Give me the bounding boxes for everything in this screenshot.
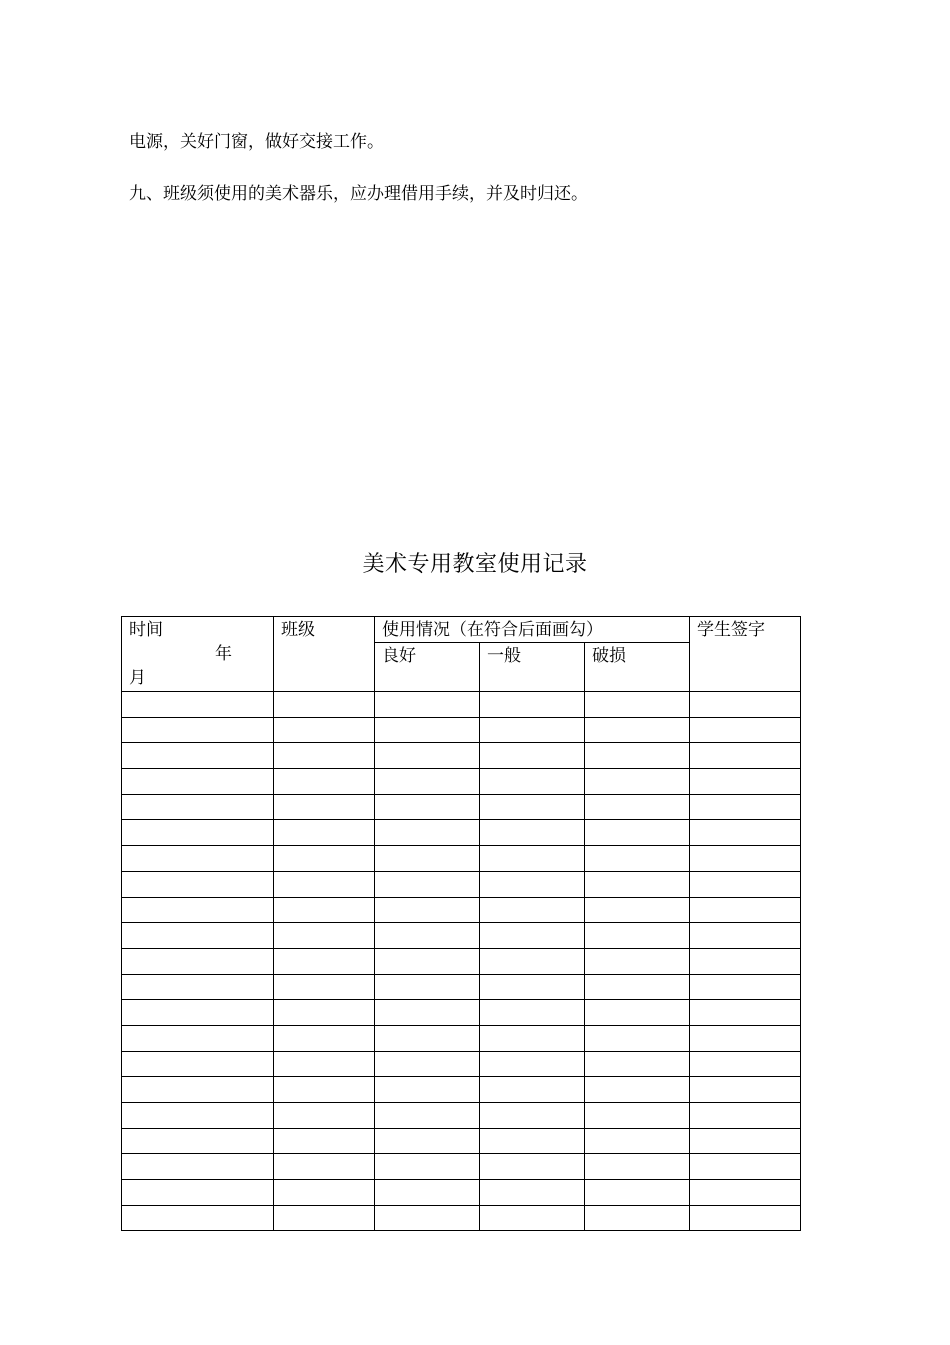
header-class-label: 班级	[281, 620, 315, 640]
table-row	[122, 948, 801, 974]
cell-signature[interactable]	[690, 897, 801, 923]
header-signature	[690, 617, 801, 692]
cell-normal[interactable]	[480, 1103, 585, 1129]
table-row	[122, 1051, 801, 1077]
cell-normal[interactable]	[480, 1180, 585, 1206]
cell-time[interactable]	[122, 1103, 274, 1129]
cell-normal[interactable]	[480, 1077, 585, 1103]
cell-damaged[interactable]	[585, 1154, 690, 1180]
table-row	[122, 871, 801, 897]
paragraph-2: 九、班级须使用的美术器乐，应办理借用手续，并及时归还。	[129, 184, 588, 204]
cell-damaged[interactable]	[585, 820, 690, 846]
header-row-1	[122, 617, 801, 643]
cell-good[interactable]	[375, 948, 480, 974]
header-time-year: 年	[215, 644, 232, 664]
cell-signature[interactable]	[690, 1128, 801, 1154]
table-row	[122, 743, 801, 769]
cell-class[interactable]	[274, 1051, 375, 1077]
cell-class[interactable]	[274, 794, 375, 820]
cell-time[interactable]	[122, 1051, 274, 1077]
header-good-label: 良好	[382, 646, 416, 666]
cell-signature[interactable]	[690, 820, 801, 846]
cell-class[interactable]	[274, 923, 375, 949]
cell-good[interactable]	[375, 923, 480, 949]
table-row	[122, 1077, 801, 1103]
cell-time[interactable]	[122, 846, 274, 872]
cell-class[interactable]	[274, 692, 375, 718]
cell-class[interactable]	[274, 1025, 375, 1051]
cell-time[interactable]	[122, 1180, 274, 1206]
cell-normal[interactable]	[480, 923, 585, 949]
cell-damaged[interactable]	[585, 923, 690, 949]
cell-class[interactable]	[274, 1103, 375, 1129]
cell-normal[interactable]	[480, 1000, 585, 1026]
cell-normal[interactable]	[480, 717, 585, 743]
cell-normal[interactable]	[480, 1205, 585, 1231]
table-row	[122, 717, 801, 743]
cell-class[interactable]	[274, 871, 375, 897]
table-row	[122, 1128, 801, 1154]
cell-good[interactable]	[375, 871, 480, 897]
cell-time[interactable]	[122, 974, 274, 1000]
cell-good[interactable]	[375, 692, 480, 718]
header-signature-label: 学生签字	[697, 620, 766, 640]
cell-time[interactable]	[122, 897, 274, 923]
cell-normal[interactable]	[480, 794, 585, 820]
cell-signature[interactable]	[690, 794, 801, 820]
cell-time[interactable]	[122, 1025, 274, 1051]
cell-good[interactable]	[375, 1103, 480, 1129]
cell-signature[interactable]	[690, 717, 801, 743]
cell-time[interactable]	[122, 794, 274, 820]
cell-good[interactable]	[375, 1000, 480, 1026]
cell-time[interactable]	[122, 1077, 274, 1103]
cell-damaged[interactable]	[585, 1025, 690, 1051]
cell-signature[interactable]	[690, 923, 801, 949]
cell-time[interactable]	[122, 1128, 274, 1154]
cell-good[interactable]	[375, 1051, 480, 1077]
cell-class[interactable]	[274, 948, 375, 974]
header-normal-label: 一般	[487, 646, 521, 666]
cell-good[interactable]	[375, 717, 480, 743]
cell-damaged[interactable]	[585, 1077, 690, 1103]
cell-time[interactable]	[122, 743, 274, 769]
cell-damaged[interactable]	[585, 769, 690, 795]
cell-time[interactable]	[122, 948, 274, 974]
cell-good[interactable]	[375, 1128, 480, 1154]
table-row	[122, 923, 801, 949]
cell-normal[interactable]	[480, 1025, 585, 1051]
cell-normal[interactable]	[480, 897, 585, 923]
cell-damaged[interactable]	[585, 1103, 690, 1129]
cell-normal[interactable]	[480, 948, 585, 974]
cell-time[interactable]	[122, 1000, 274, 1026]
table-row	[122, 1154, 801, 1180]
record-title: 美术专用教室使用记录	[362, 552, 588, 577]
cell-good[interactable]	[375, 1154, 480, 1180]
cell-signature[interactable]	[690, 1180, 801, 1206]
cell-class[interactable]	[274, 769, 375, 795]
cell-normal[interactable]	[480, 974, 585, 1000]
table-row	[122, 1103, 801, 1129]
cell-signature[interactable]	[690, 1000, 801, 1026]
cell-class[interactable]	[274, 1000, 375, 1026]
paragraph-1: 电源，关好门窗，做好交接工作。	[129, 132, 384, 152]
header-time	[122, 617, 274, 692]
cell-damaged[interactable]	[585, 1128, 690, 1154]
cell-damaged[interactable]	[585, 692, 690, 718]
cell-signature[interactable]	[690, 769, 801, 795]
cell-normal[interactable]	[480, 820, 585, 846]
table-row	[122, 794, 801, 820]
cell-good[interactable]	[375, 769, 480, 795]
table-row	[122, 769, 801, 795]
header-usage	[375, 617, 690, 643]
cell-normal[interactable]	[480, 692, 585, 718]
cell-signature[interactable]	[690, 692, 801, 718]
cell-signature[interactable]	[690, 1103, 801, 1129]
cell-time[interactable]	[122, 1154, 274, 1180]
cell-class[interactable]	[274, 1180, 375, 1206]
cell-class[interactable]	[274, 974, 375, 1000]
cell-damaged[interactable]	[585, 846, 690, 872]
cell-signature[interactable]	[690, 871, 801, 897]
cell-normal[interactable]	[480, 1154, 585, 1180]
header-time-month: 月	[129, 668, 146, 688]
cell-damaged[interactable]	[585, 1051, 690, 1077]
cell-class[interactable]	[274, 717, 375, 743]
cell-time[interactable]	[122, 871, 274, 897]
cell-normal[interactable]	[480, 1128, 585, 1154]
cell-normal[interactable]	[480, 846, 585, 872]
table-row	[122, 846, 801, 872]
cell-normal[interactable]	[480, 871, 585, 897]
cell-damaged[interactable]	[585, 948, 690, 974]
cell-signature[interactable]	[690, 1205, 801, 1231]
cell-class[interactable]	[274, 897, 375, 923]
cell-damaged[interactable]	[585, 1205, 690, 1231]
cell-class[interactable]	[274, 820, 375, 846]
cell-damaged[interactable]	[585, 717, 690, 743]
cell-good[interactable]	[375, 1025, 480, 1051]
cell-signature[interactable]	[690, 974, 801, 1000]
cell-class[interactable]	[274, 1128, 375, 1154]
cell-good[interactable]	[375, 794, 480, 820]
cell-time[interactable]	[122, 923, 274, 949]
cell-damaged[interactable]	[585, 1000, 690, 1026]
cell-damaged[interactable]	[585, 743, 690, 769]
cell-class[interactable]	[274, 846, 375, 872]
cell-good[interactable]	[375, 743, 480, 769]
cell-good[interactable]	[375, 820, 480, 846]
table-row	[122, 1205, 801, 1231]
cell-signature[interactable]	[690, 846, 801, 872]
usage-record-table	[121, 616, 801, 1231]
cell-damaged[interactable]	[585, 794, 690, 820]
cell-good[interactable]	[375, 1180, 480, 1206]
cell-class[interactable]	[274, 1205, 375, 1231]
table-row	[122, 692, 801, 718]
cell-normal[interactable]	[480, 1051, 585, 1077]
cell-signature[interactable]	[690, 1025, 801, 1051]
cell-class[interactable]	[274, 743, 375, 769]
header-damaged	[585, 643, 690, 692]
cell-damaged[interactable]	[585, 1180, 690, 1206]
cell-good[interactable]	[375, 897, 480, 923]
header-time-label: 时间	[129, 620, 163, 640]
header-normal	[480, 643, 585, 692]
table-row	[122, 820, 801, 846]
cell-normal[interactable]	[480, 769, 585, 795]
cell-class[interactable]	[274, 1154, 375, 1180]
cell-damaged[interactable]	[585, 897, 690, 923]
cell-signature[interactable]	[690, 1077, 801, 1103]
cell-signature[interactable]	[690, 1051, 801, 1077]
cell-good[interactable]	[375, 1205, 480, 1231]
cell-signature[interactable]	[690, 1154, 801, 1180]
cell-time[interactable]	[122, 769, 274, 795]
table-row	[122, 1180, 801, 1206]
cell-damaged[interactable]	[585, 974, 690, 1000]
cell-time[interactable]	[122, 717, 274, 743]
cell-good[interactable]	[375, 846, 480, 872]
header-class	[274, 617, 375, 692]
table-row	[122, 974, 801, 1000]
cell-damaged[interactable]	[585, 871, 690, 897]
cell-good[interactable]	[375, 974, 480, 1000]
table-row	[122, 1000, 801, 1026]
cell-good[interactable]	[375, 1077, 480, 1103]
cell-time[interactable]	[122, 1205, 274, 1231]
cell-normal[interactable]	[480, 743, 585, 769]
table-row	[122, 897, 801, 923]
header-damaged-label: 破损	[592, 646, 626, 666]
cell-time[interactable]	[122, 692, 274, 718]
cell-class[interactable]	[274, 1077, 375, 1103]
header-usage-label: 使用情况（在符合后面画勾）	[382, 620, 603, 640]
cell-time[interactable]	[122, 820, 274, 846]
table-row	[122, 1025, 801, 1051]
cell-signature[interactable]	[690, 743, 801, 769]
cell-signature[interactable]	[690, 948, 801, 974]
header-good	[375, 643, 480, 692]
